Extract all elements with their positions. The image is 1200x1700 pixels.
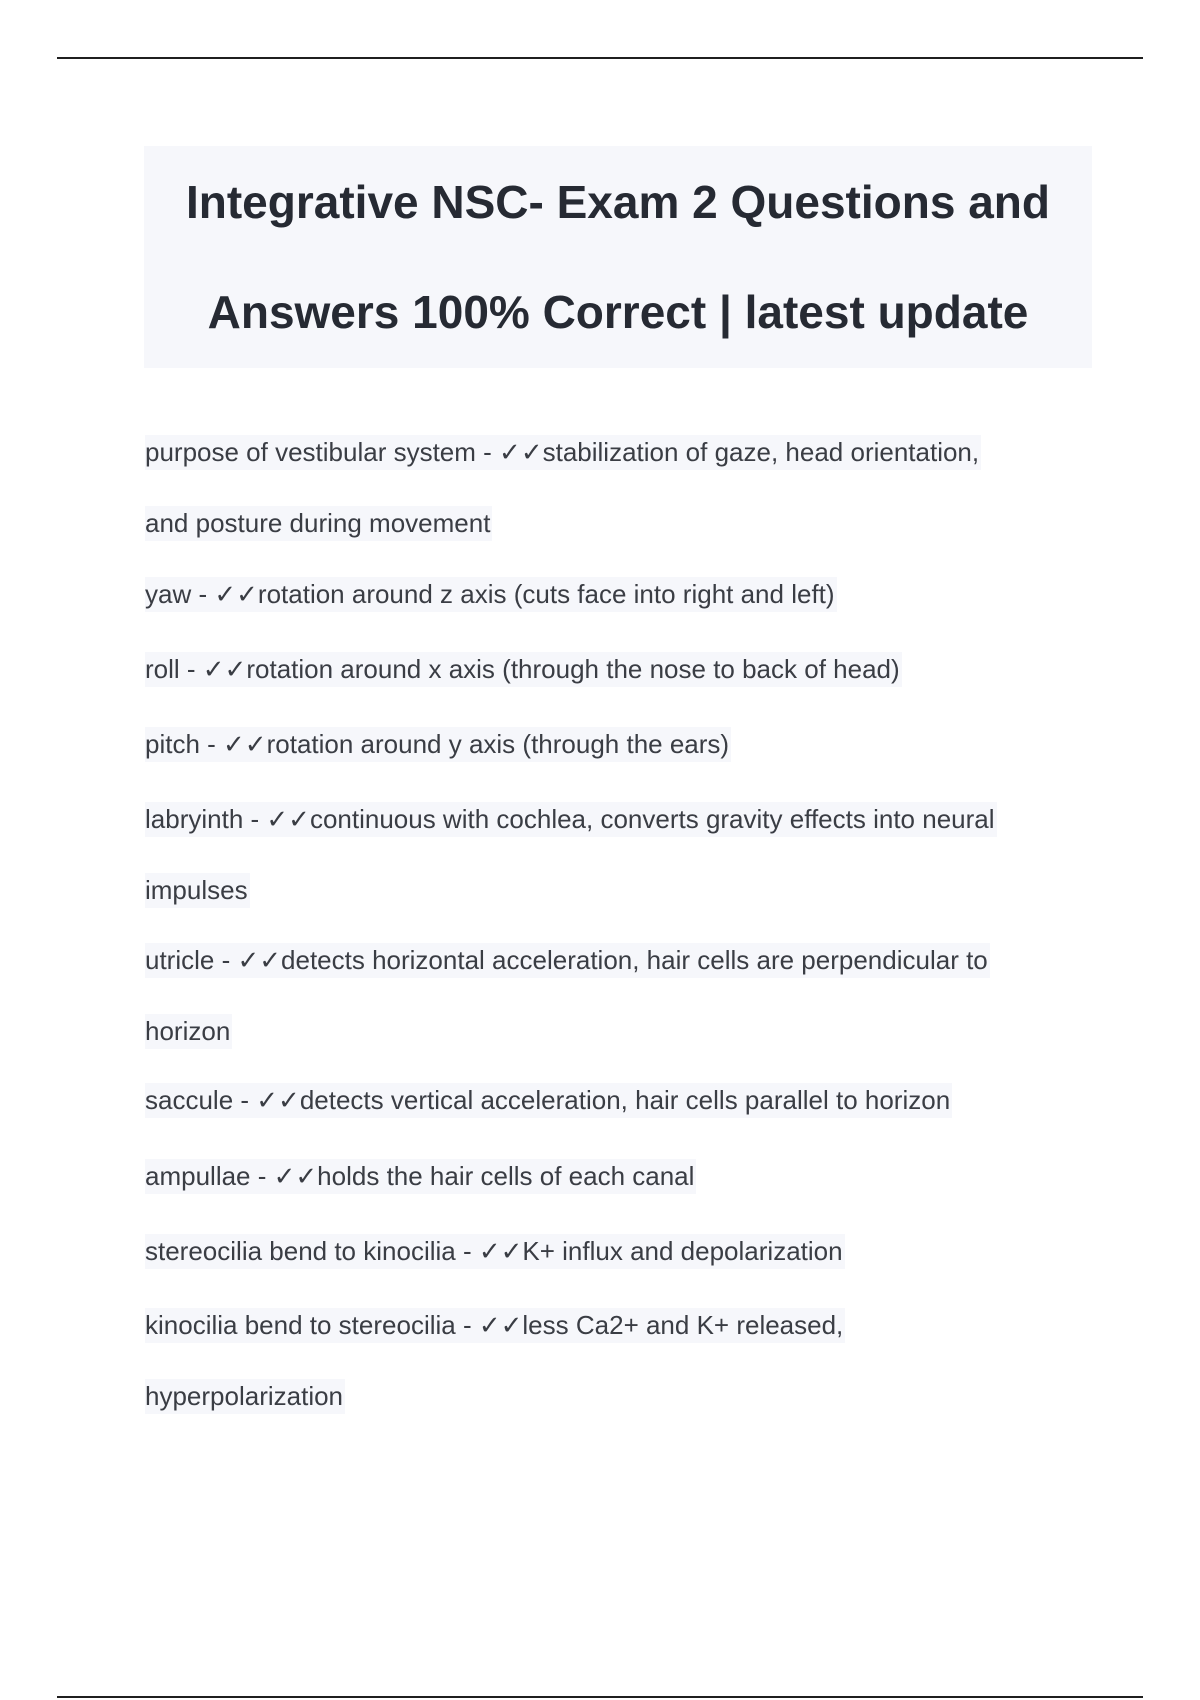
- qa-line: [145, 1012, 232, 1050]
- qa-line: [145, 800, 997, 838]
- qa-text: horizon: [145, 1014, 232, 1049]
- qa-text: yaw - ✓✓rotation around z axis (cuts face into right and left): [145, 577, 837, 612]
- document-title-line-1: Integrative NSC- Exam 2 Questions and: [185, 176, 1050, 228]
- bottom-rule: [57, 1696, 1143, 1698]
- qa-line: [145, 575, 837, 613]
- qa-text: impulses: [145, 873, 250, 908]
- qa-text: saccule - ✓✓detects vertical acceleration, hair cells parallel to horizon: [145, 1083, 952, 1118]
- qa-text: labryinth - ✓✓continuous with cochlea, converts gravity effects into neural: [145, 802, 997, 837]
- top-rule: [57, 57, 1143, 59]
- qa-text: pitch - ✓✓rotation around y axis (through the ears): [145, 727, 731, 762]
- qa-line: [145, 941, 990, 979]
- qa-line: [145, 1232, 845, 1270]
- qa-text: ampullae - ✓✓holds the hair cells of each canal: [145, 1159, 696, 1194]
- qa-line: [145, 1157, 696, 1195]
- qa-text: utricle - ✓✓detects horizontal acceleration, hair cells are perpendicular to: [145, 943, 990, 978]
- qa-line: [145, 1377, 345, 1415]
- document-title-line-2: Answers 100% Correct | latest update: [207, 286, 1029, 338]
- qa-line: [145, 725, 731, 763]
- qa-text: roll - ✓✓rotation around x axis (through the nose to back of head): [145, 652, 902, 687]
- title-block: [144, 146, 1092, 368]
- qa-line: [145, 1081, 952, 1119]
- qa-text: stereocilia bend to kinocilia - ✓✓K+ influx and depolarization: [145, 1234, 845, 1269]
- qa-line: [145, 1306, 845, 1344]
- qa-text: kinocilia bend to stereocilia - ✓✓less Ca2+ and K+ released,: [145, 1308, 845, 1343]
- qa-line: [145, 650, 902, 688]
- qa-line: [145, 871, 250, 909]
- qa-text: and posture during movement: [145, 506, 492, 541]
- qa-line: [145, 504, 492, 542]
- qa-text: hyperpolarization: [145, 1379, 345, 1414]
- qa-line: [145, 433, 981, 471]
- qa-text: purpose of vestibular system - ✓✓stabilization of gaze, head orientation,: [145, 435, 981, 470]
